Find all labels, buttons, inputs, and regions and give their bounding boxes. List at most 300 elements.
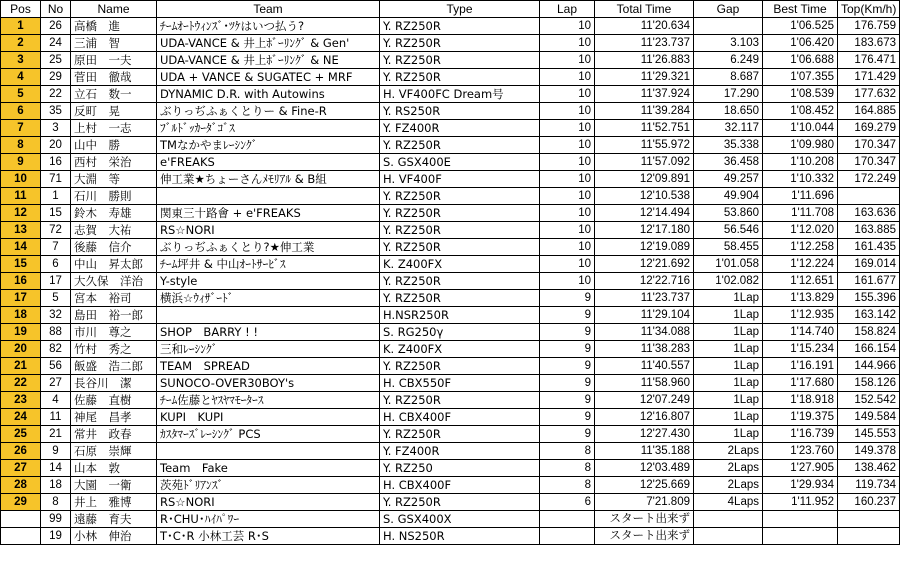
cell-name: 佐藤 直樹 xyxy=(71,392,157,409)
cell-total-time: スタート出来ず xyxy=(595,528,694,545)
cell-lap: 8 xyxy=(540,443,595,460)
header-row xyxy=(1,1,900,18)
cell-name: 市川 尊之 xyxy=(71,324,157,341)
table-row xyxy=(1,358,900,375)
cell-lap: 9 xyxy=(540,307,595,324)
cell-total-time: 12'10.538 xyxy=(595,188,694,205)
cell-name: 反町 晃 xyxy=(71,103,157,120)
cell-gap: 56.546 xyxy=(694,222,763,239)
cell-top-speed: 158.126 xyxy=(838,375,900,392)
cell-name: 長谷川 潔 xyxy=(71,375,157,392)
cell-pos: 20 xyxy=(1,341,41,358)
cell-type: Y. RS250R xyxy=(380,103,540,120)
cell-total-time: 11'26.883 xyxy=(595,52,694,69)
cell-team: RS☆NORI xyxy=(157,494,380,511)
cell-lap xyxy=(540,528,595,545)
cell-name: 神尾 昌孝 xyxy=(71,409,157,426)
cell-name: 大淵 等 xyxy=(71,171,157,188)
cell-pos: 29 xyxy=(1,494,41,511)
cell-no: 35 xyxy=(41,103,71,120)
cell-best-time: 1'10.332 xyxy=(763,171,838,188)
cell-team: RS☆NORI xyxy=(157,222,380,239)
cell-lap: 10 xyxy=(540,52,595,69)
cell-no: 21 xyxy=(41,426,71,443)
cell-pos: 14 xyxy=(1,239,41,256)
cell-pos: 5 xyxy=(1,86,41,103)
cell-total-time: 12'03.489 xyxy=(595,460,694,477)
cell-team: Y-style xyxy=(157,273,380,290)
cell-gap: 1Lap xyxy=(694,341,763,358)
cell-type: Y. FZ400R xyxy=(380,443,540,460)
cell-team: Team Fake xyxy=(157,460,380,477)
cell-type: K. Z400FX xyxy=(380,341,540,358)
cell-total-time: 11'40.557 xyxy=(595,358,694,375)
cell-type: Y. RZ250R xyxy=(380,426,540,443)
cell-best-time: 1'06.688 xyxy=(763,52,838,69)
table-row xyxy=(1,154,900,171)
cell-team: R･CHU･ﾊｲﾊﾟﾜｰ xyxy=(157,511,380,528)
cell-best-time: 1'16.191 xyxy=(763,358,838,375)
cell-pos: 18 xyxy=(1,307,41,324)
cell-lap: 9 xyxy=(540,358,595,375)
cell-type: S. GSX400X xyxy=(380,511,540,528)
cell-type: Y. RZ250R xyxy=(380,69,540,86)
cell-lap xyxy=(540,511,595,528)
cell-total-time: 12'19.089 xyxy=(595,239,694,256)
cell-best-time: 1'10.044 xyxy=(763,120,838,137)
cell-gap: 4Laps xyxy=(694,494,763,511)
cell-best-time: 1'14.740 xyxy=(763,324,838,341)
cell-pos: 1 xyxy=(1,18,41,35)
cell-pos: 17 xyxy=(1,290,41,307)
cell-total-time: 11'57.092 xyxy=(595,154,694,171)
cell-gap: 6.249 xyxy=(694,52,763,69)
cell-top-speed: 172.249 xyxy=(838,171,900,188)
cell-pos: 2 xyxy=(1,35,41,52)
cell-type: Y. RZ250R xyxy=(380,35,540,52)
cell-top-speed: 149.584 xyxy=(838,409,900,426)
cell-name: 三浦 智 xyxy=(71,35,157,52)
table-row xyxy=(1,137,900,154)
cell-top-speed: 155.396 xyxy=(838,290,900,307)
cell-no: 11 xyxy=(41,409,71,426)
cell-total-time: 12'17.180 xyxy=(595,222,694,239)
cell-pos: 24 xyxy=(1,409,41,426)
cell-best-time xyxy=(763,511,838,528)
cell-lap: 6 xyxy=(540,494,595,511)
table-row xyxy=(1,86,900,103)
col-header-total-time: Total Time xyxy=(595,1,694,18)
cell-best-time: 1'08.539 xyxy=(763,86,838,103)
cell-lap: 10 xyxy=(540,35,595,52)
cell-lap: 10 xyxy=(540,137,595,154)
cell-type: Y. RZ250R xyxy=(380,18,540,35)
cell-top-speed: 166.154 xyxy=(838,341,900,358)
cell-lap: 10 xyxy=(540,69,595,86)
cell-total-time: 11'58.960 xyxy=(595,375,694,392)
cell-lap: 8 xyxy=(540,460,595,477)
table-row xyxy=(1,477,900,494)
cell-total-time: 11'52.751 xyxy=(595,120,694,137)
cell-pos xyxy=(1,528,41,545)
cell-name: 石原 崇輝 xyxy=(71,443,157,460)
cell-total-time: 12'27.430 xyxy=(595,426,694,443)
cell-team: KUPI KUPI xyxy=(157,409,380,426)
cell-no: 22 xyxy=(41,86,71,103)
cell-gap: 58.455 xyxy=(694,239,763,256)
table-row xyxy=(1,171,900,188)
cell-best-time: 1'13.829 xyxy=(763,290,838,307)
cell-total-time: 11'35.188 xyxy=(595,443,694,460)
cell-type: Y. FZ400R xyxy=(380,120,540,137)
cell-gap: 49.904 xyxy=(694,188,763,205)
cell-top-speed: 145.553 xyxy=(838,426,900,443)
cell-team: ｶｽﾀﾏｰｽﾞﾚｰｼﾝｸﾞ PCS xyxy=(157,426,380,443)
cell-gap: 35.338 xyxy=(694,137,763,154)
cell-no: 20 xyxy=(41,137,71,154)
table-row xyxy=(1,409,900,426)
cell-top-speed: 163.142 xyxy=(838,307,900,324)
cell-no: 88 xyxy=(41,324,71,341)
cell-total-time: 11'37.924 xyxy=(595,86,694,103)
table-row xyxy=(1,341,900,358)
table-row xyxy=(1,35,900,52)
cell-pos: 13 xyxy=(1,222,41,239)
cell-total-time: 11'23.737 xyxy=(595,290,694,307)
cell-name: 後藤 信介 xyxy=(71,239,157,256)
cell-best-time: 1'16.739 xyxy=(763,426,838,443)
cell-gap: 3.103 xyxy=(694,35,763,52)
cell-best-time: 1'15.234 xyxy=(763,341,838,358)
cell-pos: 6 xyxy=(1,103,41,120)
cell-pos: 25 xyxy=(1,426,41,443)
cell-team: 伸工業★ちょーさんﾒﾓﾘｱﾙ & B組 xyxy=(157,171,380,188)
cell-gap xyxy=(694,528,763,545)
cell-total-time: 12'21.692 xyxy=(595,256,694,273)
cell-no: 15 xyxy=(41,205,71,222)
cell-pos: 7 xyxy=(1,120,41,137)
cell-top-speed: 163.636 xyxy=(838,205,900,222)
table-row xyxy=(1,511,900,528)
col-header-best-time: Best Time xyxy=(763,1,838,18)
cell-top-speed: 161.435 xyxy=(838,239,900,256)
cell-top-speed: 170.347 xyxy=(838,137,900,154)
cell-best-time: 1'12.258 xyxy=(763,239,838,256)
results-body xyxy=(1,18,900,545)
cell-name: 宮本 裕司 xyxy=(71,290,157,307)
cell-name: 石川 勝則 xyxy=(71,188,157,205)
cell-best-time: 1'06.420 xyxy=(763,35,838,52)
cell-gap: 1Lap xyxy=(694,324,763,341)
cell-gap: 1Lap xyxy=(694,392,763,409)
cell-top-speed: 164.885 xyxy=(838,103,900,120)
cell-best-time: 1'06.525 xyxy=(763,18,838,35)
cell-lap: 9 xyxy=(540,392,595,409)
cell-gap: 1Lap xyxy=(694,358,763,375)
table-row xyxy=(1,392,900,409)
cell-name: 上村 一志 xyxy=(71,120,157,137)
cell-team xyxy=(157,307,380,324)
cell-top-speed xyxy=(838,528,900,545)
table-row xyxy=(1,375,900,392)
table-row xyxy=(1,273,900,290)
cell-lap: 10 xyxy=(540,205,595,222)
cell-no: 32 xyxy=(41,307,71,324)
cell-type: Y. RZ250 xyxy=(380,460,540,477)
cell-pos: 12 xyxy=(1,205,41,222)
cell-team: ﾁｰﾑ坪井 & 中山ｵｰﾄｻｰﾋﾞｽ xyxy=(157,256,380,273)
cell-no: 1 xyxy=(41,188,71,205)
cell-top-speed: 170.347 xyxy=(838,154,900,171)
cell-top-speed: 152.542 xyxy=(838,392,900,409)
cell-total-time: 11'23.737 xyxy=(595,35,694,52)
cell-team: UDA-VANCE & 井上ﾎﾞｰﾘﾝｸﾞ & NE xyxy=(157,52,380,69)
cell-type: Y. RZ250R xyxy=(380,392,540,409)
cell-no: 25 xyxy=(41,52,71,69)
cell-top-speed: 171.429 xyxy=(838,69,900,86)
cell-no: 6 xyxy=(41,256,71,273)
cell-lap: 10 xyxy=(540,273,595,290)
cell-name: 小林 伸治 xyxy=(71,528,157,545)
cell-total-time: 12'22.716 xyxy=(595,273,694,290)
table-row xyxy=(1,222,900,239)
cell-total-time: 12'25.669 xyxy=(595,477,694,494)
cell-type: Y. RZ250R xyxy=(380,494,540,511)
cell-pos: 3 xyxy=(1,52,41,69)
cell-best-time: 1'12.935 xyxy=(763,307,838,324)
cell-no: 9 xyxy=(41,443,71,460)
cell-type: Y. RZ250R xyxy=(380,273,540,290)
cell-pos: 4 xyxy=(1,69,41,86)
cell-lap: 9 xyxy=(540,375,595,392)
cell-best-time: 1'09.980 xyxy=(763,137,838,154)
cell-top-speed: 149.378 xyxy=(838,443,900,460)
cell-no: 71 xyxy=(41,171,71,188)
cell-team: ﾁｰﾑｵｰﾄｳｨﾝｽﾞ･ﾂｹはいつ払う? xyxy=(157,18,380,35)
cell-lap: 10 xyxy=(540,239,595,256)
cell-gap: 1'01.058 xyxy=(694,256,763,273)
cell-team xyxy=(157,443,380,460)
table-row xyxy=(1,205,900,222)
cell-gap: 1Lap xyxy=(694,409,763,426)
cell-name: 井上 雅博 xyxy=(71,494,157,511)
cell-pos: 26 xyxy=(1,443,41,460)
cell-type: H.NSR250R xyxy=(380,307,540,324)
cell-type: K. Z400FX xyxy=(380,256,540,273)
cell-top-speed: 160.237 xyxy=(838,494,900,511)
cell-best-time: 1'23.760 xyxy=(763,443,838,460)
cell-top-speed xyxy=(838,511,900,528)
cell-lap: 8 xyxy=(540,477,595,494)
cell-top-speed: 169.014 xyxy=(838,256,900,273)
cell-team: ﾌﾞﾙﾄﾞｯｶｰﾀﾞｺﾞｽ xyxy=(157,120,380,137)
cell-total-time: 12'14.494 xyxy=(595,205,694,222)
cell-pos: 28 xyxy=(1,477,41,494)
cell-top-speed: 161.677 xyxy=(838,273,900,290)
col-header-team: Team xyxy=(157,1,380,18)
cell-name: 大園 一衛 xyxy=(71,477,157,494)
table-row xyxy=(1,18,900,35)
cell-lap: 10 xyxy=(540,171,595,188)
cell-gap: 1Lap xyxy=(694,375,763,392)
cell-best-time: 1'12.020 xyxy=(763,222,838,239)
table-row xyxy=(1,256,900,273)
cell-top-speed: 177.632 xyxy=(838,86,900,103)
cell-no: 72 xyxy=(41,222,71,239)
cell-best-time: 1'27.905 xyxy=(763,460,838,477)
cell-total-time: 12'09.891 xyxy=(595,171,694,188)
cell-lap: 9 xyxy=(540,341,595,358)
cell-top-speed: 119.734 xyxy=(838,477,900,494)
cell-top-speed: 176.759 xyxy=(838,18,900,35)
table-row xyxy=(1,290,900,307)
cell-total-time: 11'55.972 xyxy=(595,137,694,154)
cell-name: 菅田 徹哉 xyxy=(71,69,157,86)
cell-team: ぶりっぢふぁくとり?★伸工業 xyxy=(157,239,380,256)
cell-team: SUNOCO-OVER30BOY's xyxy=(157,375,380,392)
cell-team: TMなかやまﾚｰｼﾝｸﾞ xyxy=(157,137,380,154)
cell-gap: 17.290 xyxy=(694,86,763,103)
cell-type: H. VF400F xyxy=(380,171,540,188)
cell-total-time: 11'38.283 xyxy=(595,341,694,358)
cell-total-time: 11'29.321 xyxy=(595,69,694,86)
cell-lap: 10 xyxy=(540,18,595,35)
cell-gap: 1Lap xyxy=(694,426,763,443)
cell-pos: 9 xyxy=(1,154,41,171)
cell-team: 茨苑ﾄﾞﾘｱﾝｽﾞ xyxy=(157,477,380,494)
col-header-lap: Lap xyxy=(540,1,595,18)
cell-lap: 9 xyxy=(540,290,595,307)
cell-lap: 10 xyxy=(540,222,595,239)
cell-no: 5 xyxy=(41,290,71,307)
cell-name: 西村 栄治 xyxy=(71,154,157,171)
cell-name: 原田 一夫 xyxy=(71,52,157,69)
cell-team: UDA-VANCE & 井上ﾎﾞｰﾘﾝｸﾞ & Gen' xyxy=(157,35,380,52)
cell-type: Y. RZ250R xyxy=(380,137,540,154)
cell-type: H. CBX550F xyxy=(380,375,540,392)
col-header-top-speed: Top(Km/h) xyxy=(838,1,900,18)
cell-team: ﾁｰﾑ佐藤とﾔｽﾔﾏﾓｰﾀｰｽ xyxy=(157,392,380,409)
cell-name: 志賀 大祐 xyxy=(71,222,157,239)
cell-type: H. VF400FC Dream号 xyxy=(380,86,540,103)
cell-no: 4 xyxy=(41,392,71,409)
cell-team: T･C･R 小林工芸 R･S xyxy=(157,528,380,545)
cell-best-time xyxy=(763,528,838,545)
cell-no: 26 xyxy=(41,18,71,35)
cell-team: 関東三十路會 + e'FREAKS xyxy=(157,205,380,222)
cell-gap xyxy=(694,18,763,35)
cell-gap: 53.860 xyxy=(694,205,763,222)
col-header-name: Name xyxy=(71,1,157,18)
table-row xyxy=(1,443,900,460)
cell-type: Y. RZ250R xyxy=(380,52,540,69)
cell-type: H. CBX400F xyxy=(380,409,540,426)
table-row xyxy=(1,120,900,137)
cell-name: 竹村 秀之 xyxy=(71,341,157,358)
cell-pos: 10 xyxy=(1,171,41,188)
cell-best-time: 1'11.696 xyxy=(763,188,838,205)
cell-no: 24 xyxy=(41,35,71,52)
cell-team: ぶりっぢふぁくとりー & Fine-R xyxy=(157,103,380,120)
cell-type: Y. RZ250R xyxy=(380,358,540,375)
cell-gap: 49.257 xyxy=(694,171,763,188)
cell-type: Y. RZ250R xyxy=(380,222,540,239)
table-row xyxy=(1,69,900,86)
table-row xyxy=(1,324,900,341)
cell-pos: 21 xyxy=(1,358,41,375)
table-row xyxy=(1,188,900,205)
cell-top-speed xyxy=(838,188,900,205)
cell-best-time: 1'12.651 xyxy=(763,273,838,290)
cell-best-time: 1'19.375 xyxy=(763,409,838,426)
table-row xyxy=(1,426,900,443)
cell-team: e'FREAKS xyxy=(157,154,380,171)
cell-lap: 9 xyxy=(540,324,595,341)
table-row xyxy=(1,52,900,69)
cell-team: DYNAMIC D.R. with Autowins xyxy=(157,86,380,103)
cell-gap: 1Lap xyxy=(694,290,763,307)
cell-name: 山中 勝 xyxy=(71,137,157,154)
cell-total-time: 12'07.249 xyxy=(595,392,694,409)
cell-gap xyxy=(694,511,763,528)
cell-no: 16 xyxy=(41,154,71,171)
cell-name: 島田 裕一郎 xyxy=(71,307,157,324)
cell-no: 27 xyxy=(41,375,71,392)
cell-total-time: 11'39.284 xyxy=(595,103,694,120)
cell-name: 鈴木 寿雄 xyxy=(71,205,157,222)
cell-name: 中山 昇太郎 xyxy=(71,256,157,273)
cell-pos xyxy=(1,511,41,528)
col-header-no: No xyxy=(41,1,71,18)
cell-team: SHOP BARRY ! ! xyxy=(157,324,380,341)
table-row xyxy=(1,528,900,545)
cell-lap: 10 xyxy=(540,120,595,137)
cell-type: Y. RZ250R xyxy=(380,290,540,307)
cell-type: H. NS250R xyxy=(380,528,540,545)
cell-gap: 2Laps xyxy=(694,477,763,494)
table-row xyxy=(1,239,900,256)
cell-team: UDA + VANCE & SUGATEC + MRF xyxy=(157,69,380,86)
cell-name: 大久保 洋治 xyxy=(71,273,157,290)
table-row xyxy=(1,494,900,511)
cell-best-time: 1'11.708 xyxy=(763,205,838,222)
cell-gap: 2Laps xyxy=(694,460,763,477)
cell-pos: 23 xyxy=(1,392,41,409)
cell-name: 飯盛 浩二郎 xyxy=(71,358,157,375)
cell-best-time: 1'17.680 xyxy=(763,375,838,392)
cell-best-time: 1'11.952 xyxy=(763,494,838,511)
cell-best-time: 1'29.934 xyxy=(763,477,838,494)
cell-type: H. CBX400F xyxy=(380,477,540,494)
cell-team: TEAM SPREAD xyxy=(157,358,380,375)
cell-best-time: 1'12.224 xyxy=(763,256,838,273)
cell-lap: 10 xyxy=(540,256,595,273)
cell-type: S. GSX400E xyxy=(380,154,540,171)
cell-no: 99 xyxy=(41,511,71,528)
cell-type: Y. RZ250R xyxy=(380,205,540,222)
cell-lap: 10 xyxy=(540,188,595,205)
cell-pos: 22 xyxy=(1,375,41,392)
cell-top-speed: 158.824 xyxy=(838,324,900,341)
table-row xyxy=(1,307,900,324)
cell-no: 17 xyxy=(41,273,71,290)
cell-top-speed: 138.462 xyxy=(838,460,900,477)
cell-lap: 9 xyxy=(540,409,595,426)
cell-lap: 9 xyxy=(540,426,595,443)
cell-pos: 8 xyxy=(1,137,41,154)
cell-name: 高橋 進 xyxy=(71,18,157,35)
cell-total-time: 11'29.104 xyxy=(595,307,694,324)
